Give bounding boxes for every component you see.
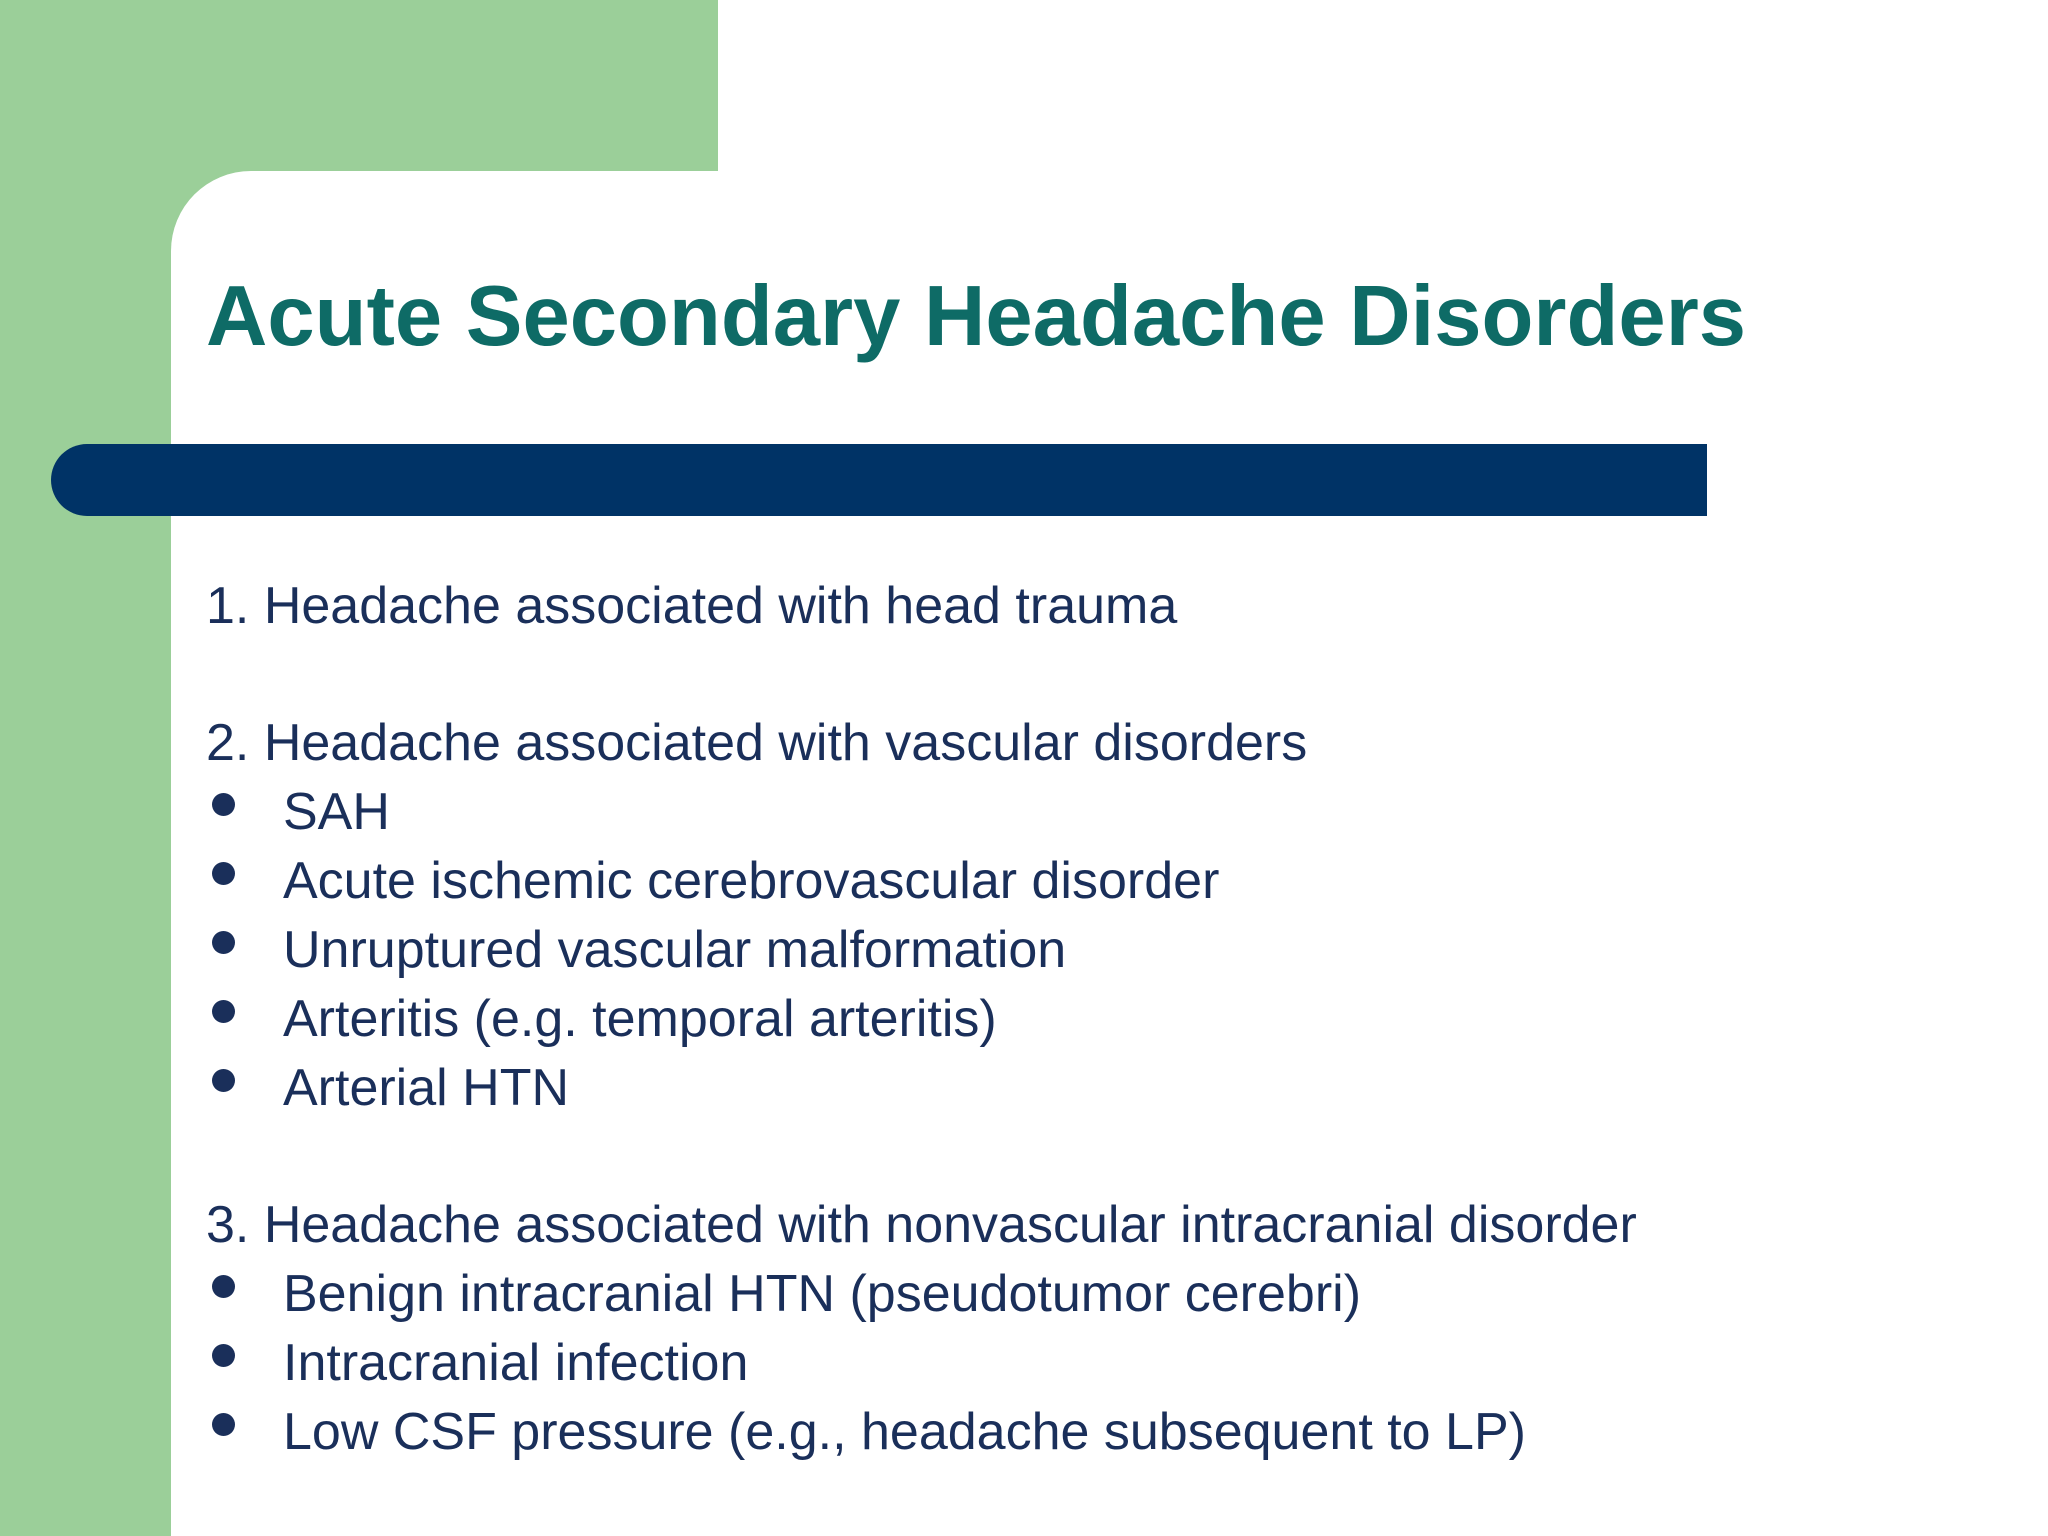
- title-divider-bar: [51, 444, 1707, 516]
- list-item-text: Acute ischemic cerebrovascular disorder: [283, 852, 1220, 910]
- bullet-icon: [212, 793, 235, 816]
- section-vascular-disorders: [206, 709, 2006, 1123]
- list-item-text: Low CSF pressure (e.g., headache subsequent to LP): [283, 1403, 1526, 1461]
- bullet-icon: [212, 862, 235, 885]
- slide-content: [206, 572, 2006, 1535]
- bullet-icon: [212, 1000, 235, 1023]
- section-nonvascular-disorders: [206, 1191, 2006, 1467]
- list-item: [206, 985, 2006, 1054]
- list-item-text: Benign intracranial HTN (pseudotumor cerebri): [283, 1265, 1362, 1323]
- list-item: [206, 916, 2006, 985]
- bullet-icon: [212, 1344, 235, 1367]
- section-head-trauma: [206, 572, 2006, 641]
- bullet-icon: [212, 1413, 235, 1436]
- bullet-icon: [212, 1069, 235, 1092]
- list-item-text: SAH: [283, 783, 390, 841]
- bullet-icon: [212, 1275, 235, 1298]
- list-item-text: Arteritis (e.g. temporal arteritis): [283, 990, 997, 1048]
- list-item: [206, 1398, 2006, 1467]
- list-item: [206, 778, 2006, 847]
- bullet-icon: [212, 931, 235, 954]
- section-heading: 2. Headache associated with vascular disorders: [206, 714, 1308, 772]
- section-heading: 1. Headache associated with head trauma: [206, 577, 1178, 635]
- list-item: [206, 847, 2006, 916]
- list-item: [206, 1260, 2006, 1329]
- list-item: [206, 1054, 2006, 1123]
- list-item-text: Arterial HTN: [283, 1059, 570, 1117]
- list-item-text: Unruptured vascular malformation: [283, 921, 1067, 979]
- section-heading: 3. Headache associated with nonvascular intracranial disorder: [206, 1196, 1637, 1254]
- list-item-text: Intracranial infection: [283, 1334, 749, 1392]
- slide-title: Acute Secondary Headache Disorders: [206, 269, 1747, 364]
- list-item: [206, 1329, 2006, 1398]
